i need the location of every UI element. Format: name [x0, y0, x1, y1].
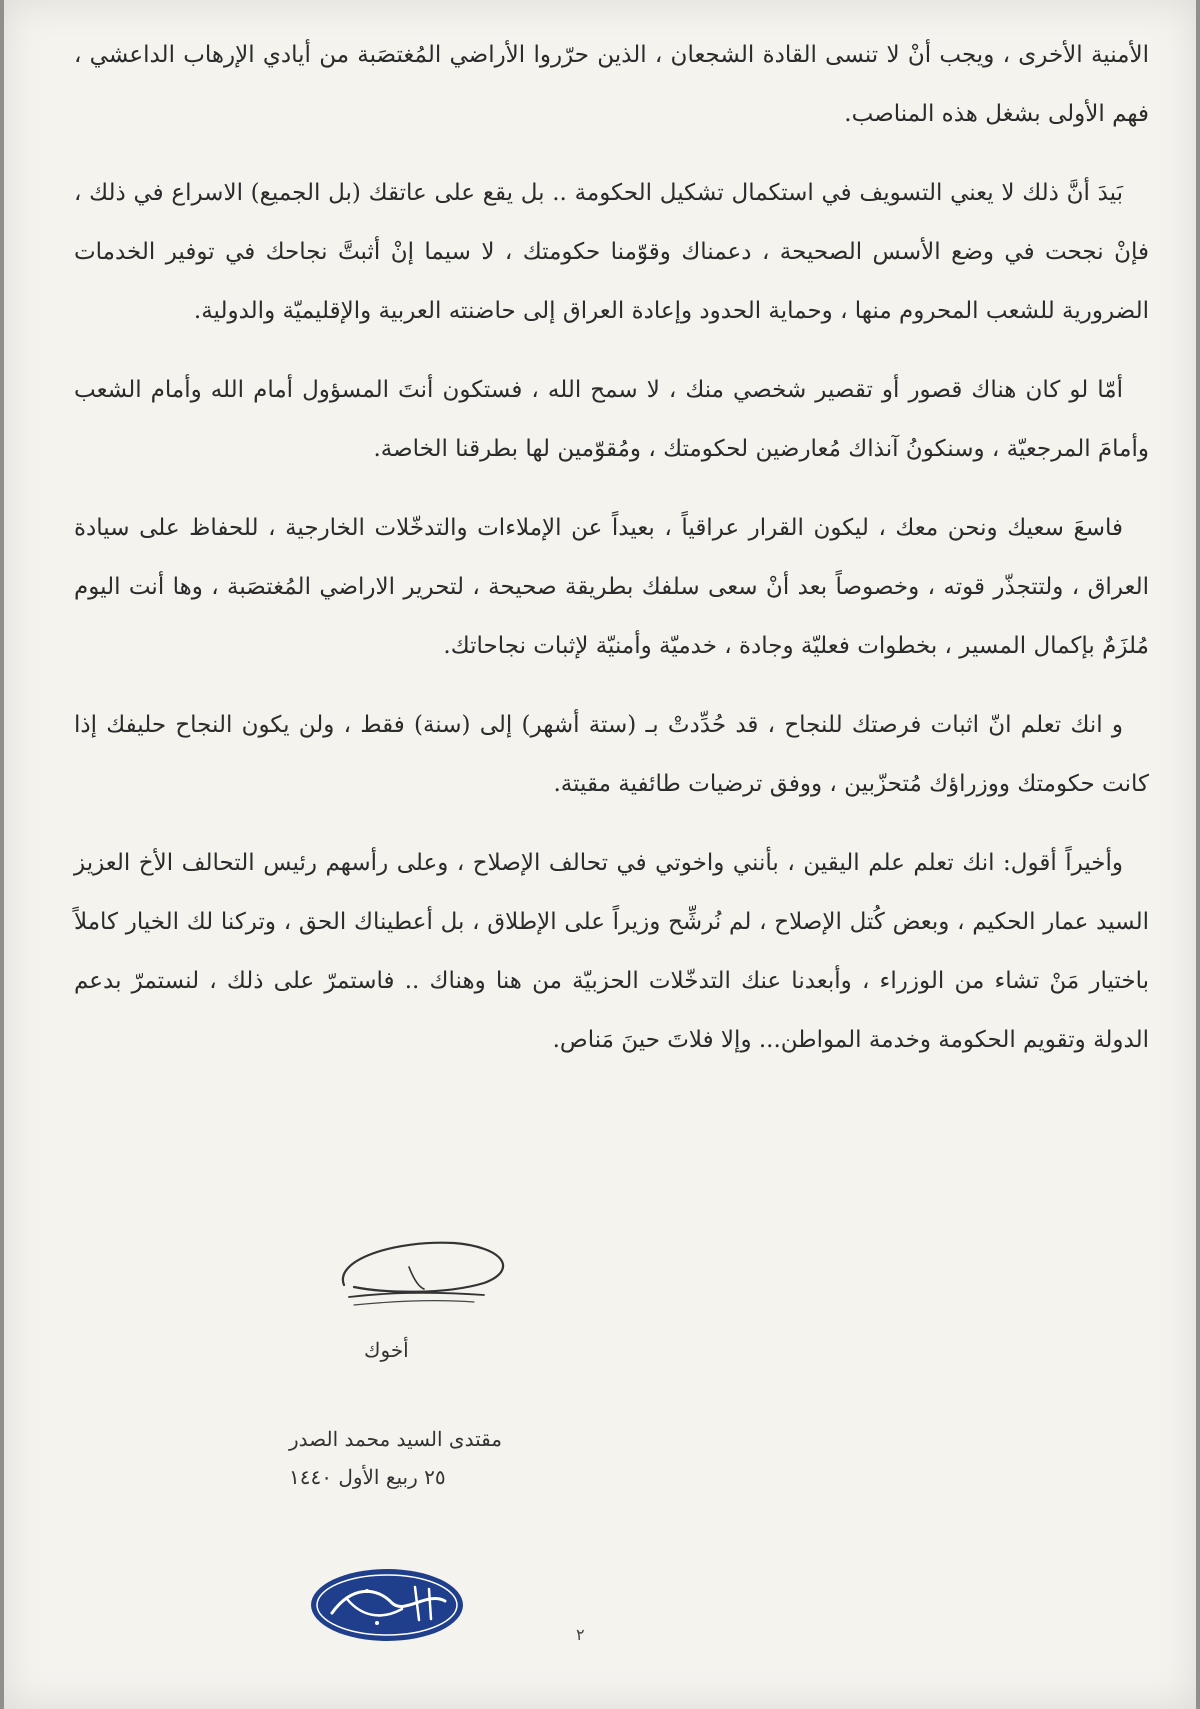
paragraph-2: بَيدَ أنَّ ذلك لا يعني التسويف في استكمال تشكيل الحكومة .. بل يقع على عاتقك (بل الجميع) الاسراع في ذلك ، فإنْ نجحت في وضع الأسس الصحيحة ، دعمناك وقوّمنا حكومتك ، لا سيما إنْ أثبتَّ نجاحك في توفير الخدمات الضرورية للشعب المحروم منها ، وحماية الحدود وإعادة العراق إلى حاضنته العربية والإقليميّة والدولية. [74, 180, 1149, 324]
paragraph-1: الأمنية الأخرى ، ويجب أنْ لا تنسى القادة الشجعان ، الذين حرّروا الأراضي المُغتصَبة من أيادي الإرهاب الداعشي ، فهم الأولى بشغل هذه المناصب. [74, 42, 1149, 127]
signer-name: مقتدى السيد محمد الصدر [289, 1427, 502, 1451]
paragraph-3: أمّا لو كان هناك قصور أو تقصير شخصي منك ، لا سمح الله ، فستكون أنتَ المسؤول أمام الله وأمام الشعب وأمامَ المرجعيّة ، وسنكونُ آنذاك مُعارضين لحكومتك ، ومُقوّمين لها بطرقنا الخاصة. [74, 377, 1149, 462]
letter-body [74, 26, 1149, 1090]
official-seal [307, 1565, 467, 1645]
letter-page [4, 0, 1196, 1709]
page-number: ٢ [576, 1625, 585, 1644]
paragraph-6: وأخيراً أقول: انك تعلم علم اليقين ، بأنني واخوتي في تحالف الإصلاح ، وعلى رأسهم رئيس التحالف الأخ العزيز السيد عمار الحكيم ، وبعض كُتل الإصلاح ، لم نُرشِّح وزيراً على الإطلاق ، بل أعطيناك الحق ، وتركنا لك الخيار كاملاً باختيار مَنْ تشاء من الوزراء ، وأبعدنا عنك التدخّلات الحزبيّة من هنا وهناك .. فاستمرّ على ذلك ، لنستمرّ بدعم الدولة وتقويم الحكومة وخدمة المواطن... وإلا فلاتَ حينَ مَناص. [74, 850, 1149, 1053]
paragraph-5: و انك تعلم انّ اثبات فرصتك للنجاح ، قد حُدِّدتْ بـ (ستة أشهر) إلى (سنة) فقط ، ولن يكون النجاح حليفك إذا كانت حكومتك ووزراؤك مُتحزّبين ، ووفق ترضيات طائفية مقيتة. [74, 712, 1149, 797]
letter-date: ٢٥ ربيع الأول ١٤٤٠ [289, 1465, 446, 1489]
closing-word: أخوك [364, 1338, 409, 1362]
paragraph-4: فاسعَ سعيك ونحن معك ، ليكون القرار عراقياً ، بعيداً عن الإملاءات والتدخّلات الخارجية ، للحفاظ على سيادة العراق ، ولتتجذّر قوته ، وخصوصاً بعد أنْ سعى سلفك بطريقة صحيحة ، لتحرير الاراضي المُغتصَبة ، وها أنت اليوم مُلزَمٌ بإكمال المسير ، بخطوات فعليّة وجادة ، خدميّة وأمنيّة لإثبات نجاحاتك. [74, 515, 1149, 659]
handwritten-signature [324, 1225, 524, 1315]
